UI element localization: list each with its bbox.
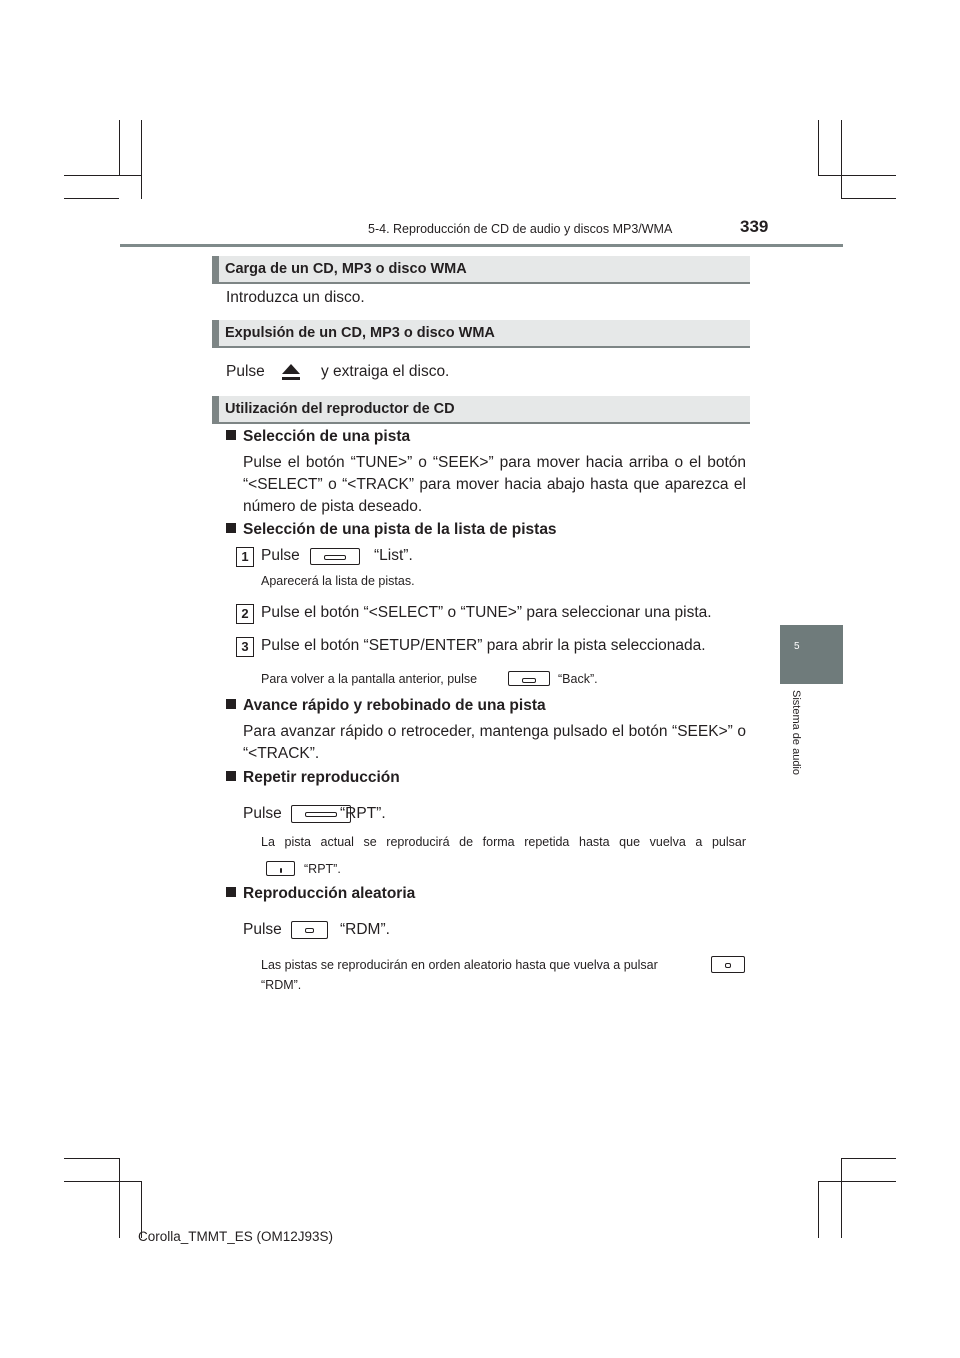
random-note-line1: Las pistas se reproducirán en orden aleatorio hasta que vuelva a pulsar bbox=[261, 958, 658, 972]
subsection-title-select-from-list: Selección de una pista de la lista de pistas bbox=[226, 521, 557, 539]
repeat-note-line2: “RPT”. bbox=[304, 862, 341, 876]
heading-accent-bar bbox=[212, 396, 219, 422]
back-note-after: “Back”. bbox=[558, 672, 598, 686]
repeat-text-after: “RPT”. bbox=[340, 805, 386, 822]
eject-icon bbox=[280, 362, 302, 382]
fast-forward-body-line2: “<TRACK”. bbox=[243, 745, 320, 762]
section-heading-text: Utilización del reproductor de CD bbox=[225, 401, 455, 417]
select-track-body-line1: Pulse el botón “TUNE>” o “SEEK>” para mover hacia arriba o el botón bbox=[243, 454, 746, 471]
select-track-body-line2: “<SELECT” o “<TRACK” para mover hacia abajo hasta que aparezca el bbox=[243, 476, 746, 493]
screen-button-icon bbox=[508, 671, 550, 686]
step2-text: Pulse el botón “<SELECT” o “TUNE>” para seleccionar una pista. bbox=[261, 604, 712, 621]
step-number: 3 bbox=[236, 637, 254, 657]
repeat-text-before: Pulse bbox=[243, 805, 282, 822]
step-number: 2 bbox=[236, 604, 254, 624]
square-bullet-icon bbox=[226, 887, 236, 897]
chapter-tab bbox=[780, 625, 843, 684]
subsection-title-repeat: Repetir reproducción bbox=[226, 769, 400, 787]
section-heading-usage bbox=[212, 396, 750, 424]
screen-button-icon bbox=[266, 861, 295, 876]
subsection-title-random: Reproducción aleatoria bbox=[226, 885, 415, 903]
chapter-title: Sistema de audio bbox=[790, 690, 802, 775]
section-heading-text: Carga de un CD, MP3 o disco WMA bbox=[225, 261, 467, 277]
section-heading-load bbox=[212, 256, 750, 284]
random-note-line2: “RDM”. bbox=[261, 978, 302, 992]
screen-button-icon bbox=[711, 956, 745, 973]
square-bullet-icon bbox=[226, 699, 236, 709]
square-bullet-icon bbox=[226, 523, 236, 533]
select-track-body-line3: número de pista deseado. bbox=[243, 498, 423, 515]
screen-button-icon bbox=[291, 921, 328, 939]
fast-forward-body-line1: Para avanzar rápido o retroceder, mantenga pulsado el botón “SEEK>” o bbox=[243, 723, 746, 740]
subsection-title-fast-forward: Avance rápido y rebobinado de una pista bbox=[226, 697, 546, 715]
random-text-before: Pulse bbox=[243, 921, 282, 938]
step1-note: Aparecerá la lista de pistas. bbox=[261, 574, 415, 588]
subsection-title-select-track: Selección de una pista bbox=[226, 428, 410, 446]
chapter-number: 5 bbox=[794, 641, 800, 652]
square-bullet-icon bbox=[226, 430, 236, 440]
square-bullet-icon bbox=[226, 771, 236, 781]
eject-text-before: Pulse bbox=[226, 363, 265, 380]
random-text-after: “RDM”. bbox=[340, 921, 390, 938]
header-rule bbox=[120, 244, 843, 247]
load-instruction: Introduzca un disco. bbox=[226, 289, 365, 306]
footer-doc-id: Corolla_TMMT_ES (OM12J93S) bbox=[138, 1229, 334, 1244]
step-number: 1 bbox=[236, 547, 254, 567]
step1-text-after: “List”. bbox=[374, 547, 413, 564]
section-heading-eject bbox=[212, 320, 750, 348]
step3-text: Pulse el botón “SETUP/ENTER” para abrir la pista seleccionada. bbox=[261, 637, 706, 654]
back-note-before: Para volver a la pantalla anterior, pulse bbox=[261, 672, 478, 686]
header-section-title: 5-4. Reproducción de CD de audio y discos MP3/WMA bbox=[368, 222, 673, 236]
eject-text-after: y extraiga el disco. bbox=[321, 363, 450, 380]
repeat-note-line1: La pista actual se reproducirá de forma repetida hasta que vuelva a pulsar bbox=[261, 835, 746, 849]
page-number: 339 bbox=[740, 217, 769, 236]
heading-accent-bar bbox=[212, 320, 219, 346]
step1-text-before: Pulse bbox=[261, 547, 300, 564]
heading-accent-bar bbox=[212, 256, 219, 282]
section-heading-text: Expulsión de un CD, MP3 o disco WMA bbox=[225, 325, 495, 341]
screen-button-icon bbox=[310, 548, 360, 565]
